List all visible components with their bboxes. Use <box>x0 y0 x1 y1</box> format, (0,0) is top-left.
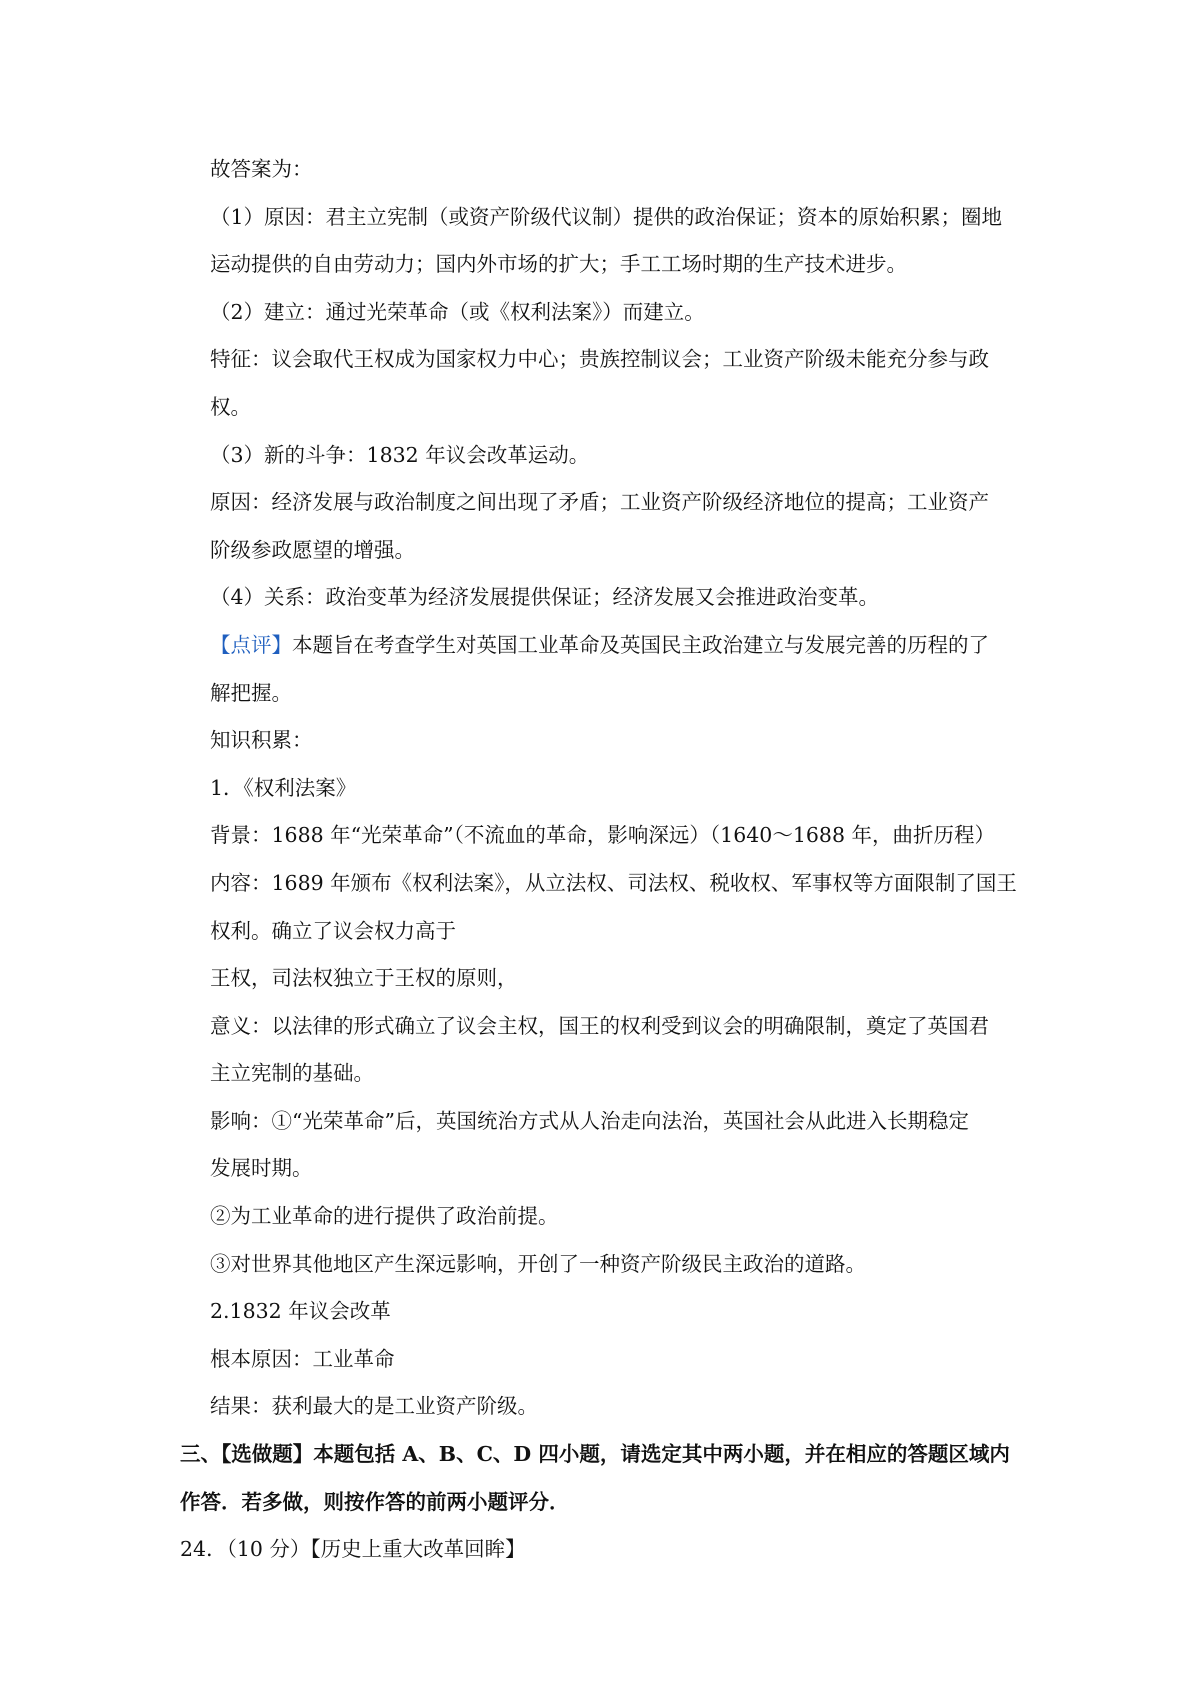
answer-3-line-1: （3）新的斗争：1832 年议会改革运动。 <box>210 442 590 467</box>
knowledge-root-cause: 根本原因：工业革命 <box>210 1346 395 1371</box>
knowledge-item-2-title: 2.1832 年议会改革 <box>210 1299 391 1324</box>
answer-2-feature-line-2: 权。 <box>210 394 251 419</box>
answer-4-line-1: （4）关系：政治变革为经济发展提供保证；经济发展又会推进政治变革。 <box>210 585 880 610</box>
knowledge-impact-3: ③对世界其他地区产生深远影响，开创了一种资产阶级民主政治的道路。 <box>210 1251 866 1276</box>
knowledge-result: 结果：获利最大的是工业资产阶级。 <box>210 1394 538 1419</box>
answer-intro: 故答案为： <box>210 157 313 181</box>
dianping-line-2: 解把握。 <box>210 680 292 705</box>
dianping-tag: 【点评】 <box>210 632 292 657</box>
answer-1-line-1: （1）原因：君主立宪制（或资产阶级代议制）提供的政治保证；资本的原始积累；圈地 <box>210 204 1003 229</box>
knowledge-impact-line-1: 影响：①“光荣革命”后，英国统治方式从人治走向法治，英国社会从此进入长期稳定 <box>210 1108 969 1133</box>
knowledge-significance-line-2: 主立宪制的基础。 <box>210 1061 374 1086</box>
answer-2-feature-line-1: 特征：议会取代王权成为国家权力中心；贵族控制议会；工业资产阶级未能充分参与政 <box>210 347 989 372</box>
knowledge-content-line-1: 内容：1689 年颁布《权利法案》，从立法权、司法权、税收权、军事权等方面限制了国王 <box>210 870 1017 895</box>
answer-3-reason-line-2: 阶级参政愿望的增强。 <box>210 537 415 562</box>
knowledge-content-line-2: 权利。确立了议会权力高于 <box>210 918 456 943</box>
knowledge-significance-line-1: 意义：以法律的形式确立了议会主权，国王的权利受到议会的明确限制，奠定了英国君 <box>210 1013 989 1038</box>
answer-3-reason-line-1: 原因：经济发展与政治制度之间出现了矛盾；工业资产阶级经济地位的提高；工业资产 <box>210 490 989 515</box>
dianping-text: 本题旨在考查学生对英国工业革命及英国民主政治建立与发展完善的历程的了 <box>292 632 989 657</box>
answer-2-line-1: （2）建立：通过光荣革命（或《权利法案》）而建立。 <box>210 299 705 324</box>
knowledge-impact-line-2: 发展时期。 <box>210 1156 313 1181</box>
answer-1-line-2: 运动提供的自由劳动力；国内外市场的扩大；手工工场时期的生产技术进步。 <box>210 252 907 277</box>
section-3-heading-line-1: 三、【选做题】本题包括 A、B、C、D 四小题，请选定其中两小题，并在相应的答题区域内 <box>180 1442 1010 1467</box>
section-3-heading-line-2: 作答．若多做，则按作答的前两小题评分． <box>180 1489 570 1514</box>
question-24-title: 24．（10 分）【历史上重大改革回眸】 <box>180 1537 526 1562</box>
knowledge-heading: 知识积累： <box>210 728 313 753</box>
knowledge-item-1-title: 1．《权利法案》 <box>210 775 357 800</box>
dianping-line-1 <box>210 622 1030 670</box>
knowledge-content-line-3: 王权，司法权独立于王权的原则， <box>210 966 518 991</box>
document-page <box>180 146 1030 1574</box>
knowledge-background: 背景：1688 年“光荣革命”（不流血的革命，影响深远）（1640～1688 年，曲折历程） <box>210 823 996 848</box>
knowledge-impact-2: ②为工业革命的进行提供了政治前提。 <box>210 1204 559 1229</box>
